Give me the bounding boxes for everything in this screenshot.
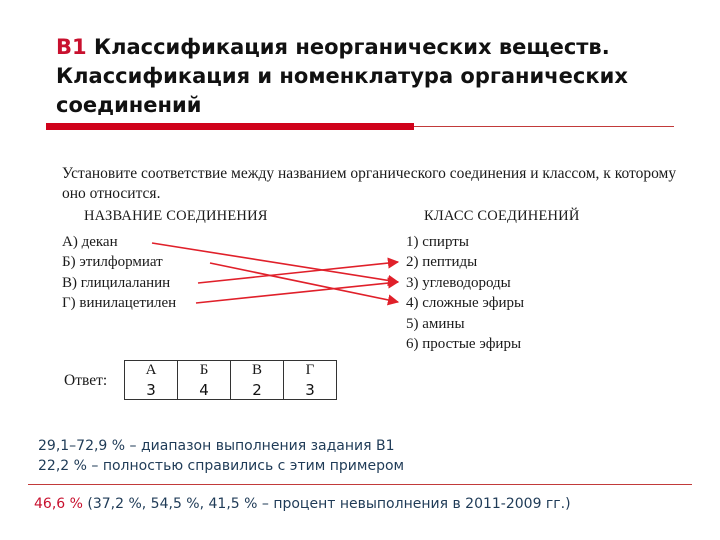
footer-accent-value: 46,6 % [34,496,83,512]
title-text: Классификация неорганических веществ. Классификация и номенклатура органических соединений [56,35,628,117]
task-code: В1 [56,35,87,59]
footer-divider [28,484,692,485]
class-item: 2) пептиды [406,254,478,271]
answer-value: 2 [231,380,284,400]
class-item: 6) простые эфиры [406,336,522,353]
answer-value: 3 [125,380,178,400]
arrow-v-to-2 [198,262,398,283]
stat-full-success: 22,2 % – полностью справились с этим примером [38,458,405,474]
class-item: 3) углеводороды [406,274,511,291]
answer-letter: В [231,361,284,381]
stat-range: 29,1–72,9 % – диапазон выполнения задания В1 [38,438,395,454]
left-column-header: НАЗВАНИЕ СОЕДИНЕНИЯ [84,208,268,224]
footer-rest: (37,2 %, 54,5 %, 41,5 % – процент невыполнения в 2011-2009 гг.) [82,496,571,512]
footer-text [34,496,571,512]
answer-letter: Г [284,361,337,381]
class-item: 1) спирты [406,234,469,250]
arrow-g-to-3 [196,282,398,303]
answer-letter: Б [178,361,231,381]
compound-item: Г) винилацетилен [62,295,177,312]
class-item: 4) сложные эфиры [406,295,525,312]
answer-value-row [125,380,337,400]
answer-value: 3 [284,380,337,400]
statistics-text [38,436,404,476]
answer-header-row [125,361,337,381]
compound-item: Б) этилформиат [62,254,163,271]
answer-value: 4 [178,380,231,400]
answer-label: Ответ: [64,372,108,389]
compound-item: А) декан [62,234,118,250]
task-question: Установите соответствие между названием органического соединения и классом, к которому оно относится. [62,165,677,202]
answer-letter: А [125,361,178,381]
right-column-header: КЛАСС СОЕДИНЕНИЙ [424,208,580,224]
answer-table [124,360,337,400]
class-item: 5) амины [406,315,465,332]
arrow-b-to-4 [210,263,398,302]
compound-item: В) глицилаланин [62,274,171,291]
